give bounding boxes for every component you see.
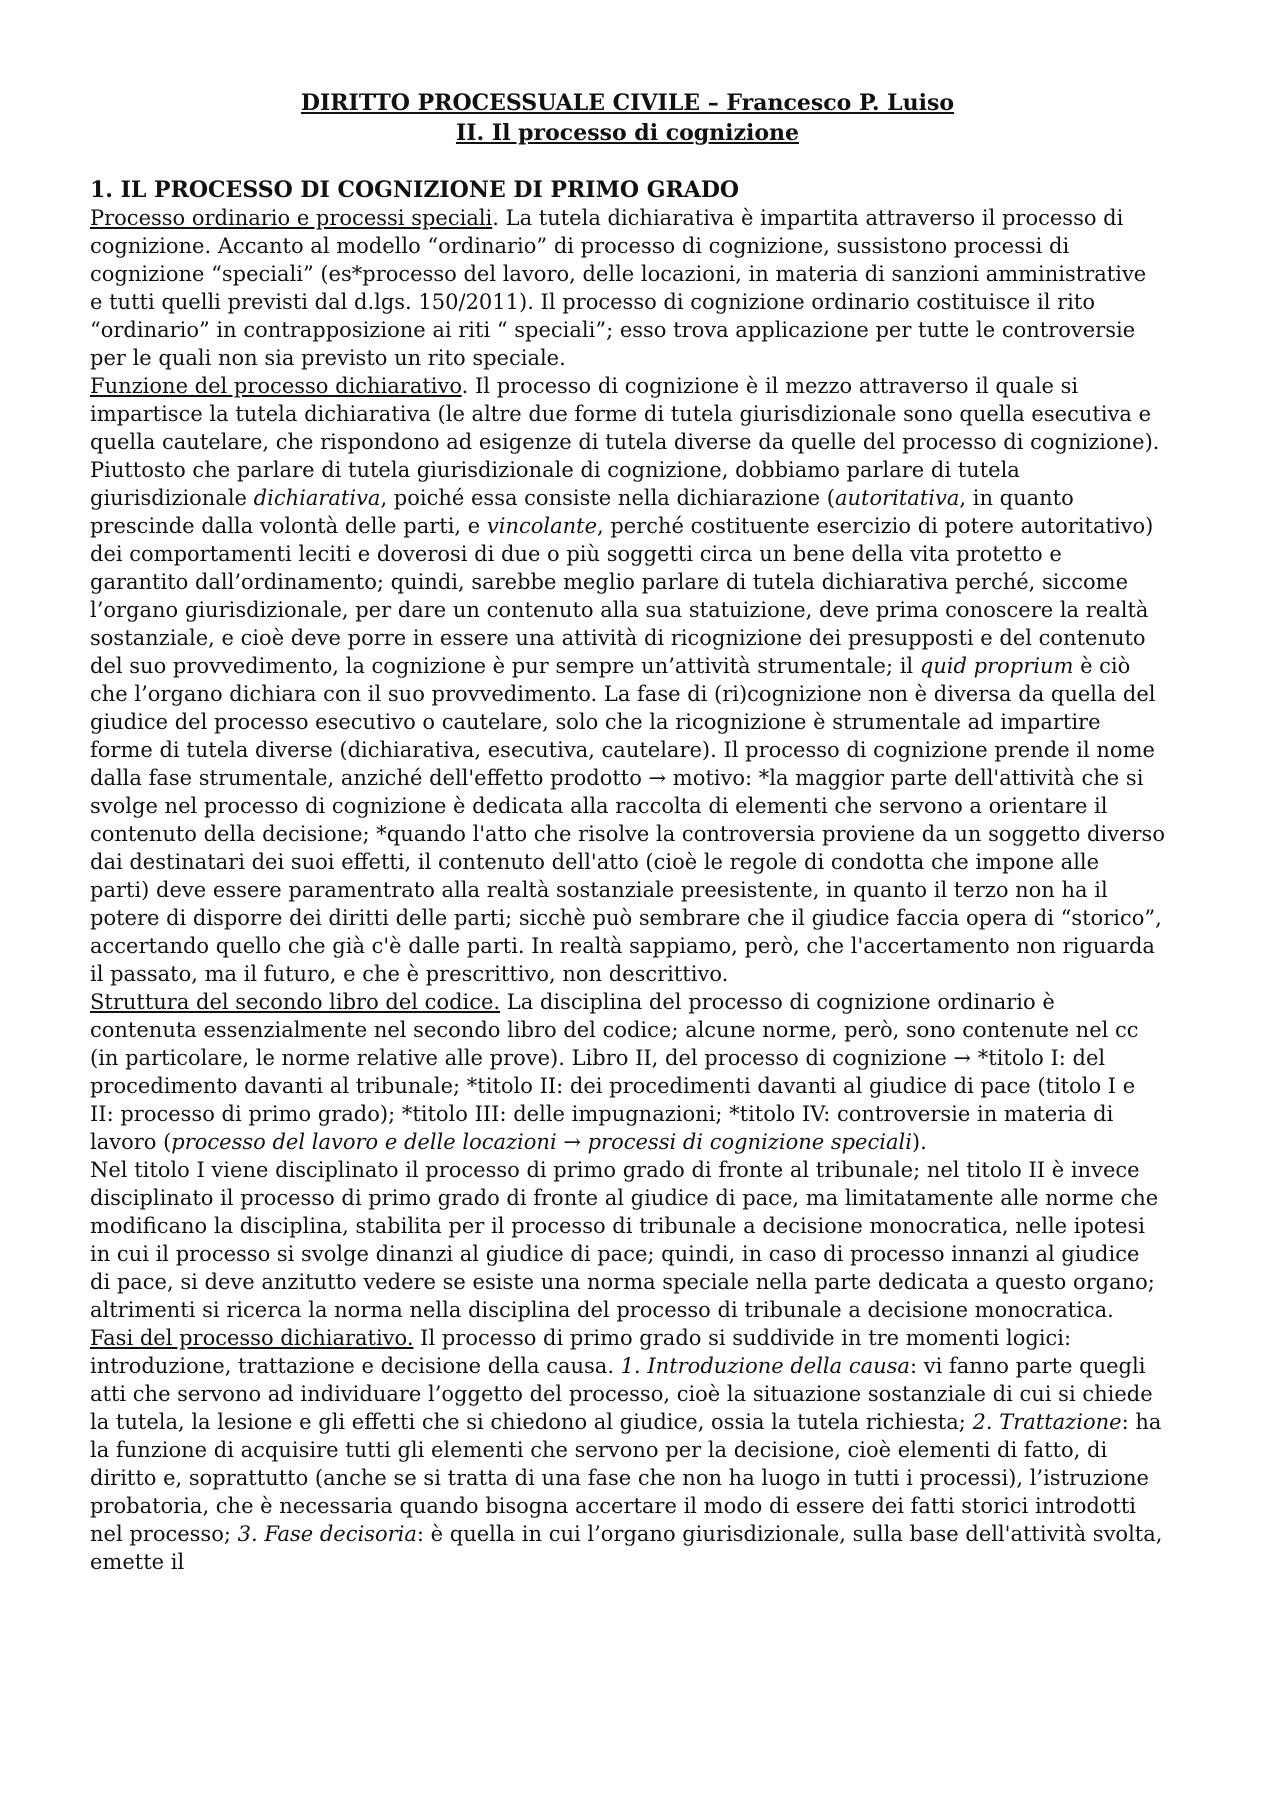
paragraph-text: , in quanto prescinde dalla volontà delle parti, e <box>90 486 1074 538</box>
document-subtitle: II. Il processo di cognizione <box>455 120 800 146</box>
paragraph-funzione <box>90 372 1165 988</box>
italic-term: 1. Introduzione della causa <box>620 1354 910 1378</box>
paragraph-processo-ordinario <box>90 204 1165 372</box>
italic-term: vincolante <box>486 514 598 538</box>
italic-term: dichiarativa <box>253 486 381 510</box>
italic-term: 3. Fase decisoria <box>237 1522 417 1546</box>
paragraph-text: . Il processo di cognizione è il mezzo attraverso il quale si impartisce la tutela dichiarativa (le altre due forme di tutela giurisdizionale sono quella esecutiva e quella cautelare, che rispondono ad esigenze di tutela diverse da quelle del processo di cognizione). Piuttosto che parlare di tutela giurisdizionale di cognizione, dobbiamo parlare di tutela giurisdizionale <box>90 374 1160 510</box>
italic-term: quid proprium <box>919 654 1074 678</box>
document-page <box>90 88 1165 1576</box>
paragraph-text: è ciò che l’organo dichiara con il suo provvedimento. La fase di (ri)cognizione non è diversa da quella del giudice del processo esecutivo o cautelare, solo che la ricognizione è strumentale ad impartire forme di tutela diverse (dichiarativa, esecutiva, cautelare). Il processo di cognizione prende il nome dalla fase strumentale, anziché dell'effetto prodotto → motivo: *la maggior parte dell'attività che si svolge nel processo di cognizione è dedicata alla raccolta di elementi che servono a orientare il contenuto della decisione; *quando l'atto che risolve la controversia proviene da un soggetto diverso dai destinatari dei suoi effetti, il contenuto dell'atto (cioè le regole di condotta che impone alle parti) deve essere paramentrato alla realtà sostanziale preesistente, in quanto il terzo non ha il potere di disporre dei diritti delle parti; sicchè può sembrare che il giudice faccia opera di “storico”, accertando quello che già c'è dalle parti. In realtà sappiamo, però, che l'accertamento non riguarda il passato, ma il futuro, e che è prescrittivo, non descrittivo. <box>90 654 1165 986</box>
paragraph-text: , poiché essa consiste nella dichiarazione ( <box>380 486 835 510</box>
italic-term: 2. Trattazione <box>972 1410 1122 1434</box>
paragraph-text: . La tutela dichiarativa è impartita attraverso il processo di cognizione. Accanto al modello “ordinario” di processo di cognizione, sussistono processi di cognizione “speciali” (es*processo del lavoro, delle locazioni, in materia di sanzioni amministrative e tutti quelli previsti dal d.lgs. 150/2011). Il processo di cognizione ordinario costituisce il rito “ordinario” in contrapposizione ai riti “ speciali”; esso trova applicazione per tutte le controversie per le quali non sia previsto un rito speciale. <box>90 206 1147 370</box>
section-heading: 1. IL PROCESSO DI COGNIZIONE DI PRIMO GRADO <box>90 177 740 203</box>
italic-term: processo del lavoro e delle locazioni → processi di cognizione speciali <box>171 1130 912 1154</box>
paragraph-text: , perché costituente esercizio di potere autoritativo) dei comportamenti leciti e doverosi di due o più soggetti circa un bene della vita protetto e garantito dall’ordinamento; quindi, sarebbe meglio parlare di tutela dichiarativa perché, siccome l’organo giurisdizionale, per dare un contenuto alla sua statuizione, deve prima conoscere la realtà sostanziale, e cioè deve porre in essere una attività di ricognizione dei presupposti e del contenuto del suo provvedimento, la cognizione è pur sempre un’attività strumentale; il <box>90 514 1154 678</box>
paragraph-struttura <box>90 988 1165 1156</box>
paragraph-heading: Processo ordinario e processi speciali <box>90 206 493 230</box>
paragraph-fasi <box>90 1324 1165 1576</box>
paragraph-text: La disciplina del processo di cognizione ordinario è contenuta essenzialmente nel secondo libro del codice; alcune norme, però, sono contenute nel cc (in particolare, le norme relative alle prove). Libro II, del processo di cognizione → *titolo I: del procedimento davanti al tribunale; *titolo II: dei procedimenti davanti al giudice di pace (titolo I e II: processo di primo grado); *titolo III: delle impugnazioni; *titolo IV: controversie in materia di lavoro ( <box>90 990 1139 1154</box>
paragraph-text: Il processo di primo grado si suddivide in tre momenti logici: introduzione, trattazione e decisione della causa. <box>90 1326 1072 1378</box>
paragraph-text: ). <box>911 1130 927 1154</box>
paragraph-text: : ha la funzione di acquisire tutti gli elementi che servono per la decisione, cioè elementi di fatto, di diritto e, soprattutto (anche se si tratta di una fase che non ha luogo in tutti i processi), l’istruzione probatoria, che è necessaria quando bisogna accertare il modo di essere dei fatti storici introdotti nel processo; <box>90 1410 1162 1546</box>
paragraph-heading: Struttura del secondo libro del codice. <box>90 990 501 1014</box>
document-title: DIRITTO PROCESSUALE CIVILE – Francesco P. Luiso <box>300 90 955 116</box>
paragraph-text: : vi fanno parte quegli atti che servono ad individuare l’oggetto del processo, cioè la situazione sostanziale di cui si chiede la tutela, la lesione e gli effetti che si chiedono al giudice, ossia la tutela richiesta; <box>90 1354 1153 1434</box>
paragraph-heading: Funzione del processo dichiarativo <box>90 374 462 398</box>
paragraph-titoli: Nel titolo I viene disciplinato il processo di primo grado di fronte al tribunale; nel titolo II è invece disciplinato il processo di primo grado di fronte al giudice di pace, ma limitatamente alle norme che modificano la disciplina, stabilita per il processo di tribunale a decisione monocratica, nelle ipotesi in cui il processo si svolge dinanzi al giudice di pace; quindi, in caso di processo innanzi al giudice di pace, si deve anzitutto vedere se esiste una norma speciale nella parte dedicata a questo organo; altrimenti si ricerca la norma nella disciplina del processo di tribunale a decisione monocratica. <box>90 1158 1159 1322</box>
paragraph-heading: Fasi del processo dichiarativo. <box>90 1326 414 1350</box>
italic-term: autoritativa <box>834 486 960 510</box>
paragraph-text: : è quella in cui l’organo giurisdizionale, sulla base dell'attività svolta, emette il <box>90 1522 1163 1574</box>
